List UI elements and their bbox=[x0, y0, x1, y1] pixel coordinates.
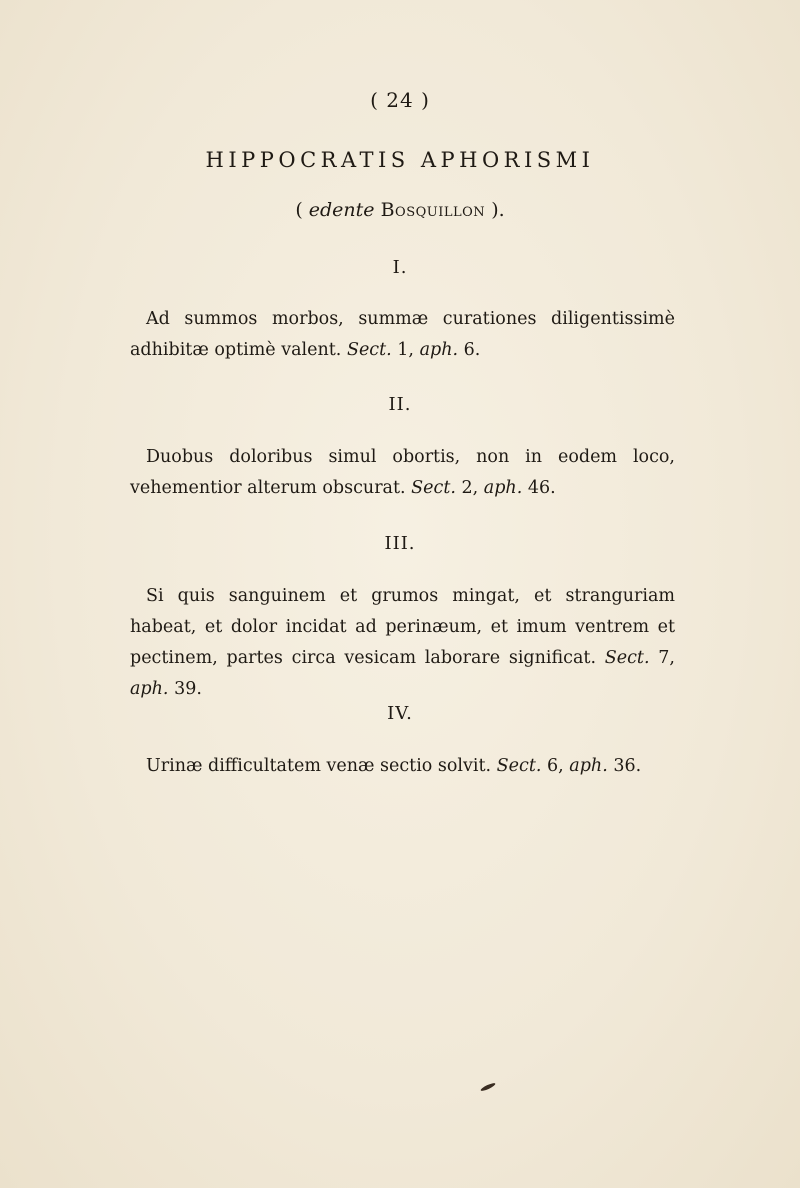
aphorism-number: 46. bbox=[527, 478, 556, 498]
section-number: 7, bbox=[658, 648, 675, 668]
aphorism-number: 6. bbox=[463, 340, 481, 360]
aphorism-text bbox=[130, 442, 675, 504]
aphorism-numeral: I. bbox=[392, 257, 408, 278]
aphorism-numeral: IV. bbox=[387, 703, 413, 724]
section-number: 1, bbox=[397, 340, 414, 360]
aphorism-numeral: III. bbox=[384, 533, 416, 554]
section-label: Sect. bbox=[604, 648, 650, 668]
aphorism-body: Urinæ difficultatem venæ sectio solvit. bbox=[146, 756, 492, 776]
editor-name: Bosquillon bbox=[380, 199, 486, 221]
aphorism-label: aph. bbox=[483, 478, 523, 498]
aphorism-number: 36. bbox=[613, 756, 642, 776]
page-title: HIPPOCRATIS APHORISMI bbox=[205, 148, 595, 172]
aphorism-label: aph. bbox=[130, 679, 169, 699]
section-number: 2, bbox=[461, 478, 479, 498]
aphorism-label: aph. bbox=[419, 340, 459, 360]
page-number: ( 24 ) bbox=[370, 88, 430, 112]
editor-line bbox=[0, 199, 800, 221]
aphorism-body: Ad summos morbos, summæ curationes diligentissimè adhibitæ optimè valent. bbox=[130, 309, 675, 360]
ink-speck bbox=[480, 1082, 496, 1092]
aphorism-numeral: II. bbox=[388, 394, 412, 415]
aphorism-body: Duobus doloribus simul obortis, non in eodem loco, vehementior alterum obscurat. bbox=[130, 447, 675, 498]
editor-close-paren: ). bbox=[485, 199, 505, 221]
aphorism-text bbox=[130, 751, 675, 782]
aphorism-text bbox=[130, 304, 675, 366]
aphorism-number: 39. bbox=[174, 679, 202, 699]
aphorism-label: aph. bbox=[569, 756, 608, 776]
section-number: 6, bbox=[547, 756, 564, 776]
aphorism-text bbox=[130, 581, 675, 705]
section-label: Sect. bbox=[411, 478, 456, 498]
section-label: Sect. bbox=[496, 756, 542, 776]
aphorism-body: Si quis sanguinem et grumos mingat, et stranguriam habeat, et dolor incidat ad perinæum, et imum ventrem et pectinem, partes circa vesicam laborare significat. bbox=[130, 586, 675, 668]
section-label: Sect. bbox=[346, 340, 392, 360]
editor-italic-word: edente bbox=[308, 199, 375, 221]
editor-open-paren: ( bbox=[295, 199, 309, 221]
